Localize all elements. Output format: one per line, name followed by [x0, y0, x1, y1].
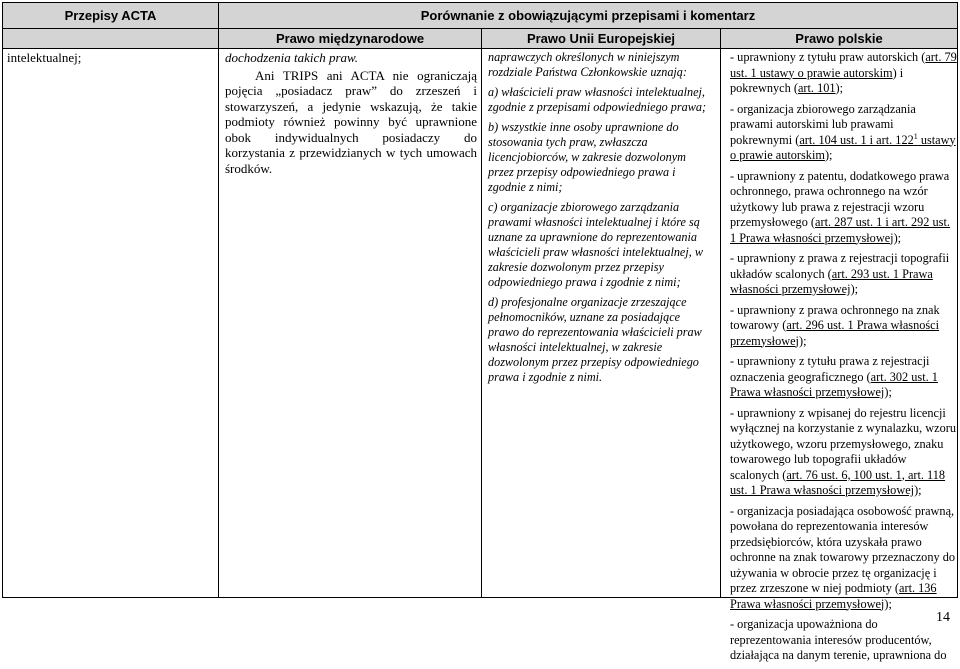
eu-law-column	[488, 50, 710, 390]
header-comparison: Porównanie z obowiązującymi przepisami i komentarz	[420, 8, 756, 23]
international-law-column	[225, 50, 477, 176]
acta-column	[7, 50, 219, 66]
legal-reference-link[interactable]: art. 79 ust. 1 ustawy o prawie autorskim	[730, 50, 957, 80]
page-number: 14	[936, 610, 950, 625]
legal-reference-link[interactable]: art. 101	[797, 81, 836, 95]
polish-item: - uprawniony z tytułu praw autorskich (art. 79 ust. 1 ustawy o prawie autorskim) i pokrewnych (art. 101);	[730, 50, 957, 95]
polish-item: - uprawniony z wpisanej do rejestru licencji wyłącznej na korzystanie z wynalazku, wzoru użytkowego, wzoru przemysłowego, znaku towarowego lub topografii układów scalonych (art. 76 ust. 6, 100 ust. 1, art. 118 ust. 1 Prawa własności przemysłowej);	[730, 405, 957, 497]
header-international-law: Prawo międzynarodowe	[275, 31, 425, 46]
polish-item: - uprawniony z prawa z rejestracji topografii układów scalonych (art. 293 ust. 1 Prawa własności przemysłowej);	[730, 251, 950, 296]
header-acta: Przepisy ACTA	[64, 8, 157, 23]
header-polish-law: Prawo polskie	[795, 31, 883, 46]
legal-reference-link[interactable]: art. 136 Prawa własności przemysłowej	[730, 581, 937, 611]
legal-reference-link[interactable]: art. 302 ust. 1 Prawa własności przemysłowej	[730, 369, 938, 399]
eu-point-a: a) właścicieli praw własności intelektualnej, zgodnie z przepisami odpowiedniego prawa;	[488, 85, 707, 114]
header-row-sub	[3, 29, 957, 49]
eu-point-b: b) wszystkie inne osoby uprawnione do stosowania tych praw, zwłaszcza licencjobiorców, w zakresie dozwolonym przez przepisy odpowiedniego prawa i zgodnie z nimi;	[488, 120, 686, 194]
legal-reference-link[interactable]: art. 76 ust. 6, 100 ust. 1, art. 118 ust. 1 Prawa własności przemysłowej	[730, 467, 946, 497]
header-eu-law: Prawo Unii Europejskiej	[526, 31, 676, 46]
eu-point-d: d) profesjonalne organizacje zrzeszające pełnomocników, uznane za posiadające prawo do reprezentowania właścicieli praw własności intelektualnej, w zakresie dozwolonym przez przepisy odpowiedniego prawa i zgodnie z nimi.	[488, 295, 702, 384]
international-paragraph: Ani TRIPS ani ACTA nie ograniczają pojęcia „posiadacz praw” do zrzeszeń i stowarzyszeń, a jedynie wskazują, że takie podmioty również powinny być uprawnione obok indywidualnych posiadaczy do korzystania z przewidzianych w tych umowach środków.	[225, 67, 477, 176]
legal-reference-link[interactable]: art. 104 ust. 1 i art. $122^1$ ustawy o prawie autorskim	[730, 131, 956, 162]
polish-item: - organizacja upoważniona do reprezentowania interesów producentów, działająca na danym terenie, uprawniona do	[730, 617, 947, 662]
legal-reference-link[interactable]: art. 296 ust. 1 Prawa własności przemysłowej	[730, 318, 940, 348]
polish-item: - uprawniony z tytułu prawa z rejestracji oznaczenia geograficznego (art. 302 ust. 1 Prawa własności przemysłowej);	[730, 354, 938, 399]
polish-item: - uprawniony z patentu, dodatkowego prawa ochronnego, prawa ochronnego na wzór użytkowy lub prawa z rejestracji wzoru przemysłowego (art. 287 ust. 1 i art. 292 ust. 1 Prawa własności przemysłowej);	[730, 168, 950, 245]
polish-item: - organizacja zbiorowego zarządzania prawami autorskimi lub prawami pokrewnymi (art. 104 ust. 1 i art. $122^1$ ustawy o prawie autorskim);	[730, 101, 956, 162]
polish-law-column	[730, 50, 958, 669]
divider	[218, 3, 219, 597]
legal-reference-link[interactable]: art. 293 ust. 1 Prawa własności przemysłowej	[730, 266, 933, 296]
legal-reference-link[interactable]: art. 287 ust. 1 i art. 292 ust. 1 Prawa własności przemysłowej	[730, 215, 950, 245]
divider	[481, 29, 482, 597]
polish-item: - uprawniony z prawa ochronnego na znak towarowy (art. 296 ust. 1 Prawa własności przemysłowej);	[730, 302, 940, 348]
divider	[720, 29, 721, 597]
acta-text: intelektualnej;	[7, 50, 82, 65]
header-row-top	[3, 3, 957, 29]
eu-point-c: c) organizacje zbiorowego zarządzania prawami własności intelektualnej i które są uznane za uprawnione do reprezentowania właścicieli praw własności intelektualnej, w zakresie dozwolonym przez przepisy odpowiedniego prawa i zgodnie z nimi;	[488, 200, 703, 289]
polish-item: - organizacja posiadająca osobowość prawną, powołana do reprezentowania interesów przedsiębiorców, która uzyskała prawo ochronne na znak towarowy przeznaczony do używania w obrocie przez tę organizację i przez zrzeszone w niej podmioty (art. 136 Prawa własności przemysłowej);	[730, 503, 956, 611]
eu-intro: naprawczych określonych w niniejszym rozdziale Państwa Członkowskie uznają:	[488, 50, 687, 79]
international-line: dochodzenia takich praw.	[225, 50, 358, 65]
